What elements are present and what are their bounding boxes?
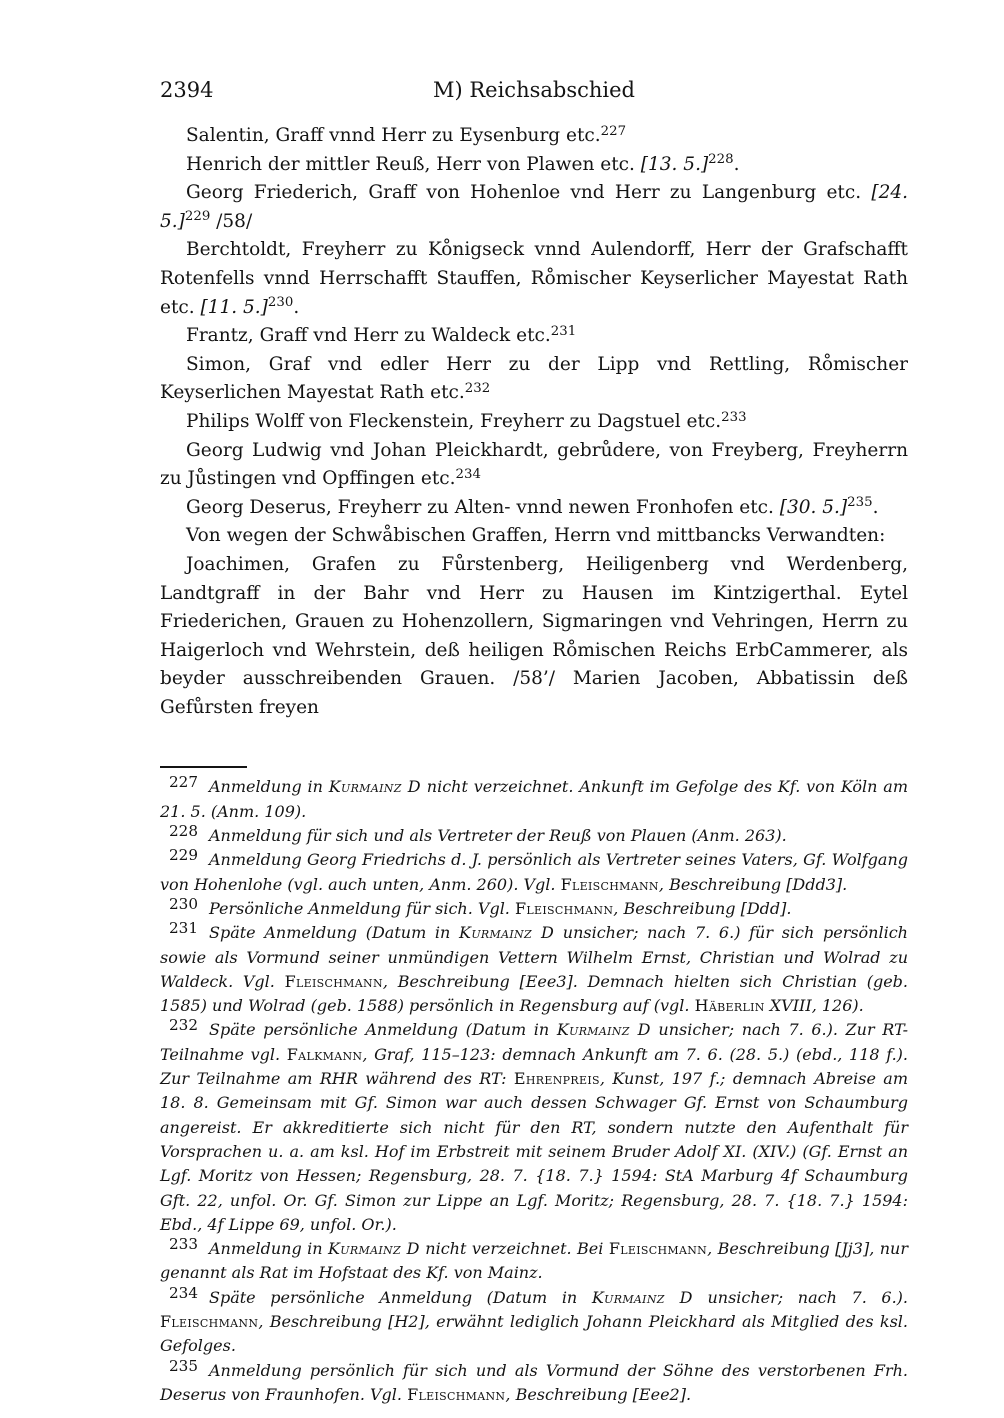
footnote — [160, 1018, 908, 1237]
footnote — [160, 1237, 908, 1286]
footnote-number: 235 — [169, 1356, 198, 1375]
text-run: Anmeldung in — [209, 1239, 329, 1259]
text-run: Häberlin — [694, 996, 765, 1016]
text-run: Philips Wolff von Fleckenstein, Freyherr zu Dagstuel etc. — [186, 410, 722, 432]
text-run: , Kunst, 197 f.; demnach Abreise am 18. 8. Gemeinsam mit Gf. Simon war auch dessen Schwager Gf. Ernst von Schaumburg angereist. Er akkreditierte sich nicht für den RT, sondern nutzte den Aufenthalt für Vorsprachen u. a. am ksl. Hof im Erbstreit mit seinem Bruder Adolf XI. (XIV.) (Gf. Ernst an Lgf. Moritz von Hessen; Regensburg, 28. 7. {18. 7.} 1594: StA Marburg 4f Schaumburg Gft. 22, unfol. Or. Gf. Simon zur Lippe an Lgf. Moritz; Regensburg, 28. 7. {18. 7.} 1594: Ebd., 4f Lippe 69, unfol. Or.). — [160, 1069, 909, 1234]
text-run: . — [293, 296, 300, 318]
text-run: Salentin, Graff vnnd Herr zu Eysenburg etc. — [186, 125, 601, 146]
page-number: 2394 — [160, 78, 214, 102]
text-run: Fleischmann — [560, 874, 659, 894]
paragraph — [160, 322, 908, 351]
paragraph — [160, 151, 908, 180]
footnote-reference: 235 — [847, 495, 873, 511]
text-run: Anmeldung in — [209, 777, 329, 797]
text-run: unsicher; nach 7. 6.) für sich persönlich sowie als Vormund seiner unmündigen Vettern Wilhelm Ernst, Christian und Wolrad zu Waldeck. Vgl. — [160, 923, 908, 991]
text-run: , Beschreibung [H2], erwähnt lediglich Johann Pleickhard als Mitglied des ksl. Gefolges. — [160, 1312, 908, 1356]
text-run: Fleischmann — [160, 1312, 259, 1331]
text-run: [24. 5.] — [160, 182, 908, 232]
text-run: Anmeldung Georg Friedrichs d. J. persönlich als Vertreter seines Vaters, Gf. Wolfgang von Hohenlohe (vgl. auch unten, Anm. 260). Vgl. — [160, 850, 908, 894]
text-run: Kurmainz D — [328, 777, 421, 797]
text-run: Georg Friederich, Graff von Hohenloe vnd Herr zu Langenburg etc. — [186, 182, 872, 204]
footnote — [160, 894, 908, 921]
text-run: Fleischmann — [608, 1239, 708, 1259]
footnote-reference: 228 — [708, 152, 734, 168]
text-run: Frantz, Graff vnd Herr zu Waldeck etc. — [186, 325, 551, 347]
footnote-number: 227 — [169, 773, 198, 792]
footnote-reference: 230 — [267, 295, 294, 311]
text-run: , Graf, 115–123: demnach Ankunft am 7. 6. (28. 5.) (ebd., 118 f.). Zur Teilnahme am RHR während des RT: — [160, 1044, 909, 1089]
footnote-reference: 234 — [455, 466, 481, 482]
footnote-number: 231 — [169, 919, 198, 938]
text-run: Anmeldung persönlich für sich und als Vormund der Söhne des verstorbenen Frh. Deserus von Fraunhofen. Vgl. — [160, 1360, 908, 1404]
paragraph — [160, 408, 908, 437]
text-run: Simon, Graf vnd edler Herr zu der Lipp vnd Rettling, Ro̊mischer Keyserlichen Mayestat Rath etc. — [160, 353, 908, 404]
footnote-number: 234 — [169, 1283, 198, 1302]
paragraph — [160, 236, 908, 322]
footnote-reference: 232 — [464, 380, 491, 396]
running-head: M) Reichsabschied — [432, 78, 635, 102]
footnote — [160, 775, 908, 824]
text-run: Georg Deserus, Freyherr zu Alten- vnnd newen Fronhofen etc. — [186, 496, 780, 518]
text-run: Georg Ludwig vnd Johan Pleickhardt, gebrůdere, von Freyberg, Freyherrn zu Jůstingen vnd Opffingen etc. — [160, 439, 908, 490]
text-run: Fleischmann — [284, 971, 383, 991]
text-run: /58/ — [210, 210, 253, 232]
text-run: . — [733, 153, 740, 175]
paragraph — [160, 551, 908, 723]
text-run: Fleischmann — [407, 1384, 506, 1404]
text-run: , Beschreibung [Ddd]. — [613, 898, 792, 918]
text-run: Fleischmann — [514, 898, 614, 918]
footnote-reference: 227 — [600, 123, 627, 139]
paragraph — [160, 522, 908, 551]
footnotes — [160, 775, 908, 1407]
text-run: unsicher; nach 7. 6.). — [692, 1287, 908, 1307]
text-run: [30. 5.] — [779, 496, 848, 518]
footnote — [160, 824, 908, 848]
footnote — [160, 848, 908, 897]
text-run: Späte persönliche Anmeldung (Datum in — [209, 1020, 557, 1040]
footnote — [160, 1283, 908, 1359]
text-run: Persönliche Anmeldung für sich. Vgl. — [209, 898, 515, 918]
text-run: Späte Anmeldung (Datum in — [209, 923, 460, 943]
text-run: [11. 5.] — [200, 296, 268, 318]
text-run: Von wegen der Schwåbischen Graffen, Herrn vnd mittbancks Verwandten: — [186, 525, 886, 547]
text-run: Anmeldung für sich und als Vertreter der Reuß von Plauen (Anm. 263). — [209, 826, 787, 846]
paragraph — [160, 179, 908, 236]
paragraph — [160, 122, 908, 151]
text-run: , Beschreibung [Eee3]. Demnach hielten sich Christian (geb. 1585) und Wolrad (geb. 1588) persönlich in Regensburg auf (vgl. — [160, 971, 908, 1016]
footnote-number: 233 — [169, 1235, 198, 1254]
text-run: nicht verzeichnet. Bei — [419, 1239, 609, 1259]
paragraph — [160, 494, 908, 523]
text-run: Falkmann — [286, 1044, 363, 1064]
text-run: XVIII, 126). — [764, 996, 864, 1016]
text-run: Ehrenpreis — [513, 1069, 600, 1089]
text-run: Späte persönliche Anmeldung (Datum in — [209, 1287, 592, 1307]
footnote — [160, 921, 908, 1018]
footnote-reference: 231 — [550, 323, 577, 339]
footnote-number: 232 — [169, 1016, 198, 1035]
footnote-number: 230 — [169, 894, 198, 913]
text-run: Kurmainz D — [328, 1239, 420, 1259]
text-run: Kurmainz D — [556, 1020, 651, 1040]
text-run: nicht verzeichnet. Ankunft im Gefolge des Kf. von Köln am 21. 5. (Anm. 109). — [160, 777, 909, 821]
footnote-reference: 233 — [721, 409, 747, 425]
footnote-separator-rule — [160, 766, 247, 768]
text-run: , Beschreibung [Ddd3]. — [658, 874, 848, 894]
text-run: Joachimen, Grafen zu Fůrstenberg, Heiligenberg vnd Werdenberg, Landtgraff in der Bahr vnd Herr zu Hausen im Kintzigerthal. Eytel Friederichen, Grauen zu Hohenzollern, Sigmaringen vnd Vehringen, Herrn zu Haigerloch vnd Wehrstein, deß heiligen Ro̊mischen Reichs ErbCammerer, als beyder ausschreibenden Grauen. /58’/ Marien Jacoben, Abbatissin deß Gefůrsten freyen — [160, 553, 908, 718]
text-run: Kurmainz D — [459, 923, 555, 943]
footnote — [160, 1356, 908, 1408]
footnote-reference: 229 — [184, 209, 211, 225]
text-run: unsicher; nach 7. 6.). Zur RT-Teilnahme vgl. — [160, 1020, 908, 1064]
paragraph — [160, 351, 908, 408]
footnote-number: 229 — [169, 846, 198, 865]
text-run: Henrich der mittler Reuß, Herr von Plawen etc. — [186, 153, 641, 175]
footnote-number: 228 — [169, 822, 198, 841]
text-run: Kurmainz D — [591, 1287, 693, 1307]
text-run: , Beschreibung [Eee2]. — [505, 1384, 692, 1404]
text-run: [13. 5.] — [640, 153, 709, 175]
text-run: . — [872, 496, 879, 518]
text-run: , Beschreibung [Jj3], nur genannt als Rat im Hofstaat des Kf. von Mainz. — [160, 1239, 908, 1283]
text-run: Berchtoldt, Freyherr zu Ko̊nigseck vnnd Aulendorff, Herr der Grafschafft Rotenfells vnnd Herrschafft Stauffen, Ro̊mischer Keyserlicher Mayestat Rath etc. — [160, 239, 908, 318]
body-text — [160, 122, 908, 722]
page-header — [160, 76, 908, 106]
paragraph — [160, 437, 908, 494]
